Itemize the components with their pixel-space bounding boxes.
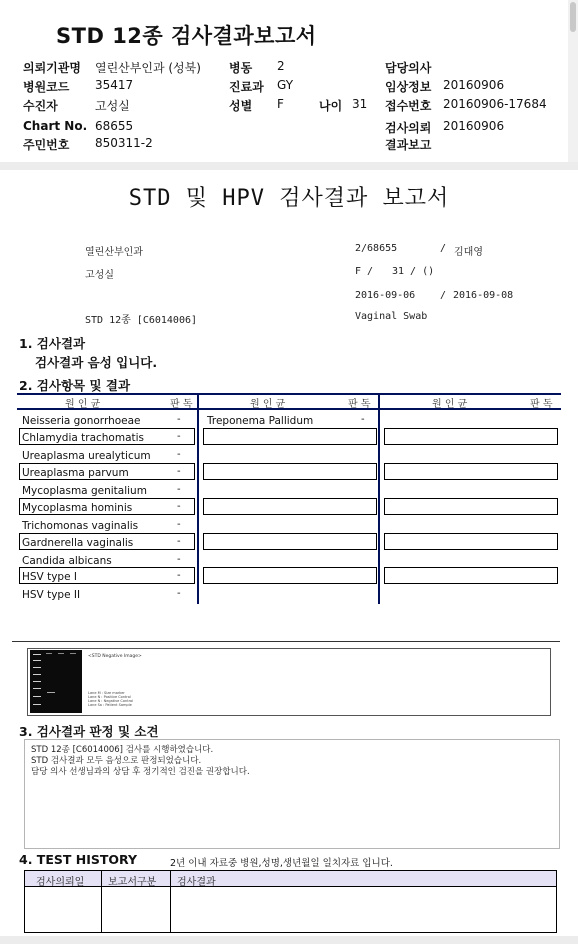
report-date-to: 2016-09-08	[453, 290, 514, 301]
gel-legend-item: Lane M : Size marker	[88, 691, 125, 695]
scrollbar-thumb[interactable]	[570, 2, 576, 32]
report-age: 31 / ()	[392, 266, 435, 277]
value-institution: 열린산부인과 (성북)	[95, 61, 201, 75]
opinion-line: STD 12종 [C6014006] 검사를 시행하였습니다.	[31, 745, 214, 755]
history-col-divider	[170, 871, 171, 933]
pathogen-result: -	[177, 414, 181, 425]
label-doctor: 담당의사	[385, 61, 432, 75]
label-request-date: 검사의뢰	[385, 121, 432, 135]
pathogen-name: Trichomonas vaginalis	[22, 520, 139, 532]
value-ward: 2	[277, 59, 285, 73]
opinion-line: STD 검사결과 모두 음성으로 판정되었습니다.	[31, 756, 202, 766]
col-head-pathogen: 원 인 균	[432, 399, 468, 410]
value-resident-no: 850311-2	[95, 136, 153, 150]
table-col-divider	[197, 393, 199, 604]
report-doctor: 김대영	[454, 247, 483, 258]
history-table-header	[25, 871, 556, 887]
row-box	[203, 463, 377, 480]
report-test-code: STD 12종 [C6014006]	[85, 315, 198, 326]
label-report-date: 결과보고	[385, 138, 432, 152]
value-clinical-info: 20160906	[443, 78, 505, 92]
gel-legend-item: Lane N : Positive Control	[88, 695, 131, 699]
history-col-report-type: 보고서구분	[108, 877, 157, 888]
section-opinion-title: 3. 검사결과 판정 및 소견	[19, 724, 159, 739]
page-bottom-band	[0, 936, 578, 944]
opinion-box	[24, 739, 560, 849]
gel-legend-item: Lane Sa : Patient Sample	[88, 703, 132, 707]
pathogen-result: -	[177, 484, 181, 495]
pathogen-name: Mycoplasma hominis	[22, 502, 133, 514]
pathogen-result: -	[177, 466, 181, 477]
pathogen-name: Ureaplasma parvum	[22, 467, 129, 479]
value-hospital-code: 35417	[95, 78, 134, 92]
label-patient: 수진자	[23, 99, 58, 113]
row-box	[203, 567, 377, 584]
value-sex: F	[277, 97, 284, 111]
label-department: 진료과	[229, 80, 264, 94]
pathogen-name: HSV type II	[22, 589, 81, 601]
section-divider	[12, 641, 560, 642]
pathogen-result: -	[361, 414, 365, 425]
section-history-title: 4. TEST HISTORY	[19, 852, 138, 867]
report-hospital: 열린산부인과	[85, 247, 143, 258]
result-summary: 검사결과 음성 입니다.	[35, 355, 158, 370]
label-chart-no: Chart No.	[23, 119, 88, 133]
pathogen-result: -	[177, 536, 181, 547]
pathogen-result: -	[177, 449, 181, 460]
document-title: STD 12종 검사결과보고서	[56, 24, 317, 48]
pathogen-result: -	[177, 431, 181, 442]
gel-legend-item: Lane N : Negative Control	[88, 699, 134, 703]
row-box	[384, 428, 558, 445]
col-head-pathogen: 원 인 균	[65, 399, 101, 410]
pathogen-result: -	[177, 501, 181, 512]
section-result-title: 1. 검사결과	[19, 336, 86, 351]
report-date-from: 2016-09-06	[355, 290, 416, 301]
value-department: GY	[277, 78, 294, 92]
pathogen-result: -	[177, 570, 181, 581]
report-date-sep: /	[440, 290, 447, 301]
pathogen-name: Gardnerella vaginalis	[22, 537, 134, 549]
row-box	[384, 498, 558, 515]
label-ward: 병동	[229, 61, 253, 75]
table-col-divider	[378, 393, 380, 604]
history-col-request-date: 검사의뢰일	[36, 877, 85, 888]
col-head-result: 판 독	[348, 399, 371, 410]
col-head-pathogen: 원 인 균	[250, 399, 286, 410]
history-col-divider	[101, 871, 102, 933]
opinion-line: 담당 의사 선생님과의 상담 후 정기적인 검진을 권장합니다.	[31, 767, 250, 777]
pathogen-name: Ureaplasma urealyticum	[22, 450, 151, 462]
row-box	[203, 428, 377, 445]
row-box	[384, 533, 558, 550]
label-age: 나이	[319, 99, 343, 113]
report-title: STD 및 HPV 검사결과 보고서	[128, 186, 450, 211]
row-box	[203, 533, 377, 550]
report-chart: 2/68655	[355, 243, 398, 254]
pathogen-name: HSV type I	[22, 571, 77, 583]
col-head-result: 판 독	[530, 399, 553, 410]
report-doctor-sep: /	[440, 243, 447, 254]
row-box	[384, 463, 558, 480]
row-box	[203, 498, 377, 515]
value-age: 31	[352, 97, 368, 111]
report-patient: 고성실	[85, 270, 114, 281]
label-institution: 의뢰기관명	[23, 61, 81, 75]
value-request-date: 20160906	[443, 119, 505, 133]
pathogen-result: -	[177, 519, 181, 530]
label-sex: 성별	[229, 99, 253, 113]
pathogen-name: Chlamydia trachomatis	[22, 432, 145, 444]
gel-electrophoresis-image	[30, 650, 82, 713]
value-patient: 고성실	[95, 99, 130, 113]
value-receipt-no: 20160906-17684	[443, 97, 547, 111]
label-receipt-no: 접수번호	[385, 99, 432, 113]
col-head-result: 판 독	[170, 399, 193, 410]
section-items-title: 2. 검사항목 및 결과	[19, 378, 131, 393]
pathogen-name: Treponema Pallidum	[207, 415, 314, 427]
report-specimen: Vaginal Swab	[355, 311, 428, 322]
pathogen-name: Mycoplasma genitalium	[22, 485, 147, 497]
label-clinical-info: 임상정보	[385, 80, 432, 94]
history-col-result: 검사결과	[177, 877, 216, 888]
report-sex: F /	[355, 266, 374, 277]
pathogen-name: Candida albicans	[22, 555, 112, 567]
gel-caption: <STD Negative Image>	[88, 654, 142, 659]
pathogen-name: Neisseria gonorrhoeae	[22, 415, 141, 427]
pathogen-result: -	[177, 588, 181, 599]
value-chart-no: 68655	[95, 119, 134, 133]
row-box	[384, 567, 558, 584]
label-hospital-code: 병원코드	[23, 80, 70, 94]
history-note: 2년 이내 자료중 병원,성명,생년월일 일치자료 입니다.	[170, 858, 393, 869]
pathogen-result: -	[177, 554, 181, 565]
page-separator	[0, 162, 578, 170]
label-resident-no: 주민번호	[23, 138, 70, 152]
